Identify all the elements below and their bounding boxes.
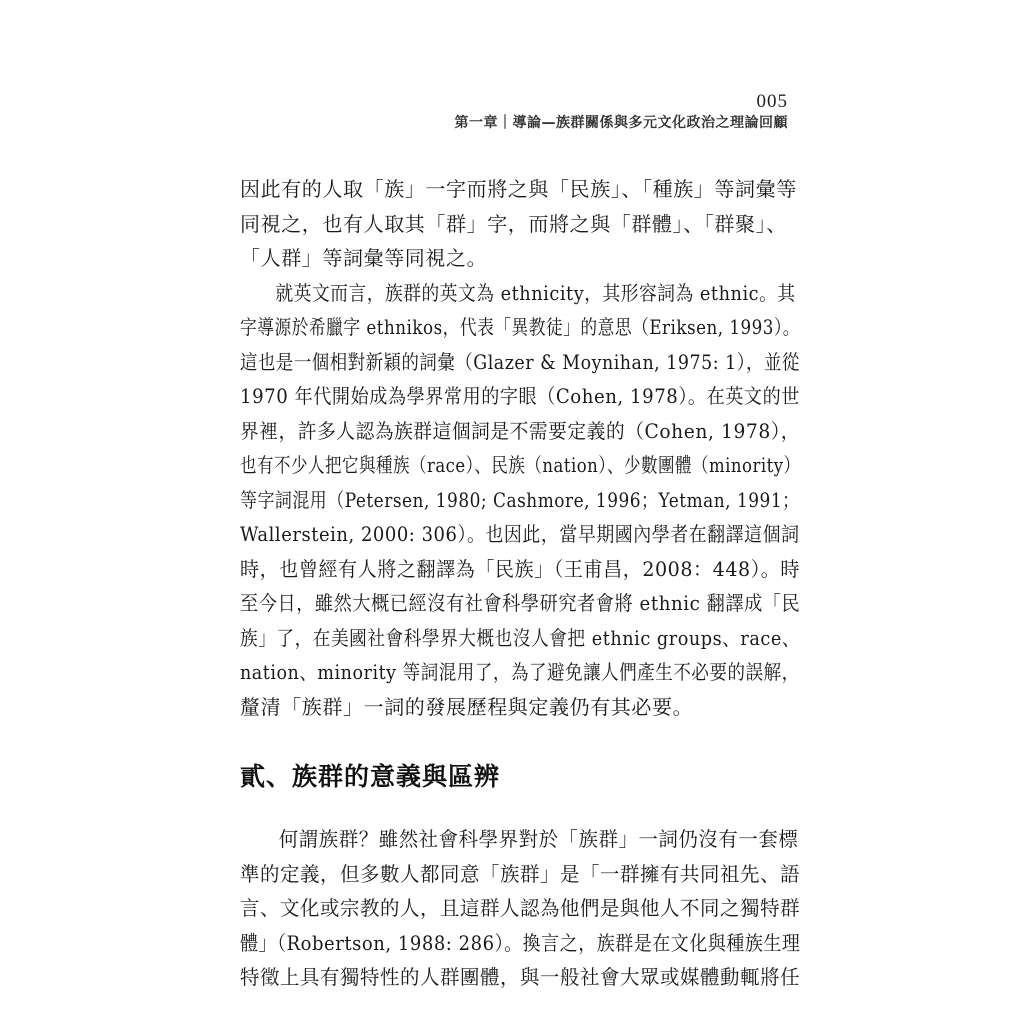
text-line: 「人群」等詞彙等同視之。 [240, 246, 488, 270]
text-line: nation、minority 等詞混用了，為了避免讓人們產生不必要的誤解， [240, 660, 800, 684]
page-header [455, 92, 789, 133]
page-number: 005 [756, 91, 788, 112]
text-line: 何謂族群？雖然社會科學界對於「族群」一詞仍沒有一套標 [278, 827, 799, 851]
text-line: 特徵上具有獨特性的人群團體，與一般社會大眾或媒體動輒將任 [240, 965, 801, 989]
text-line: 至今日，雖然大概已經沒有社會科學研究者會將 ethnic 翻譯成「民 [240, 591, 801, 615]
text-line: 言、文化或宗教的人，且這群人認為他們是與他人不同之獨特群 [240, 896, 801, 920]
text-line: Wallerstein, 2000: 306）。也因此，當早期國內學者在翻譯這個詞 [240, 522, 800, 546]
text-line: 準的定義，但多數人都同意「族群」是「一群擁有共同祖先、語 [240, 861, 801, 886]
text-line: 也有不少人把它與種族（race）、民族（nation）、少數團體（minority） [240, 453, 801, 477]
text-line: 1970 年代開始成為學界常用的字眼（Cohen, 1978）。在英文的世 [240, 384, 800, 408]
text-line: 因此有的人取「族」一字而將之與「民族」、「種族」等詞彙等 [240, 177, 797, 201]
text-line: 時，也曾經有人將之翻譯為「民族」（王甫昌，2008：448）。時 [240, 556, 801, 581]
paragraph-2 [240, 276, 800, 725]
text-line: 等字詞混用（Petersen, 1980; Cashmore, 1996；Yetman, 1991； [240, 487, 800, 512]
paragraph-1 [240, 172, 800, 276]
running-head: 第一章｜導論—族群關係與多元文化政治之理論回顧 [454, 115, 788, 131]
text-line: 這也是一個相對新穎的詞彙（Glazer & Moynihan, 1975: 1），並從 [240, 349, 800, 374]
body-text [240, 172, 800, 995]
text-line: 就英文而言，族群的英文為 ethnicity，其形容詞為 ethnic。其 [275, 280, 796, 305]
text-line: 界裡，許多人認為族群這個詞是不需要定義的（Cohen, 1978）， [240, 418, 801, 443]
text-line: 同視之，也有人取其「群」字，而將之與「群體」、「群聚」、 [240, 211, 787, 236]
text-line: 釐清「族群」一詞的發展歷程與定義仍有其必要。 [240, 694, 694, 719]
text-line: 族」了，在美國社會科學界大概也沒人會把 ethnic groups、race、 [240, 625, 801, 650]
paragraph-3 [240, 822, 800, 995]
text-line: 體」（Robertson, 1988: 286）。換言之，族群是在文化與種族生理 [240, 930, 801, 955]
text-line: 字導源於希臘字 ethnikos，代表「異教徒」的意思（Eriksen, 1993）。 [240, 315, 801, 339]
section-heading: 貳、族群的意義與區辨 [240, 762, 501, 791]
